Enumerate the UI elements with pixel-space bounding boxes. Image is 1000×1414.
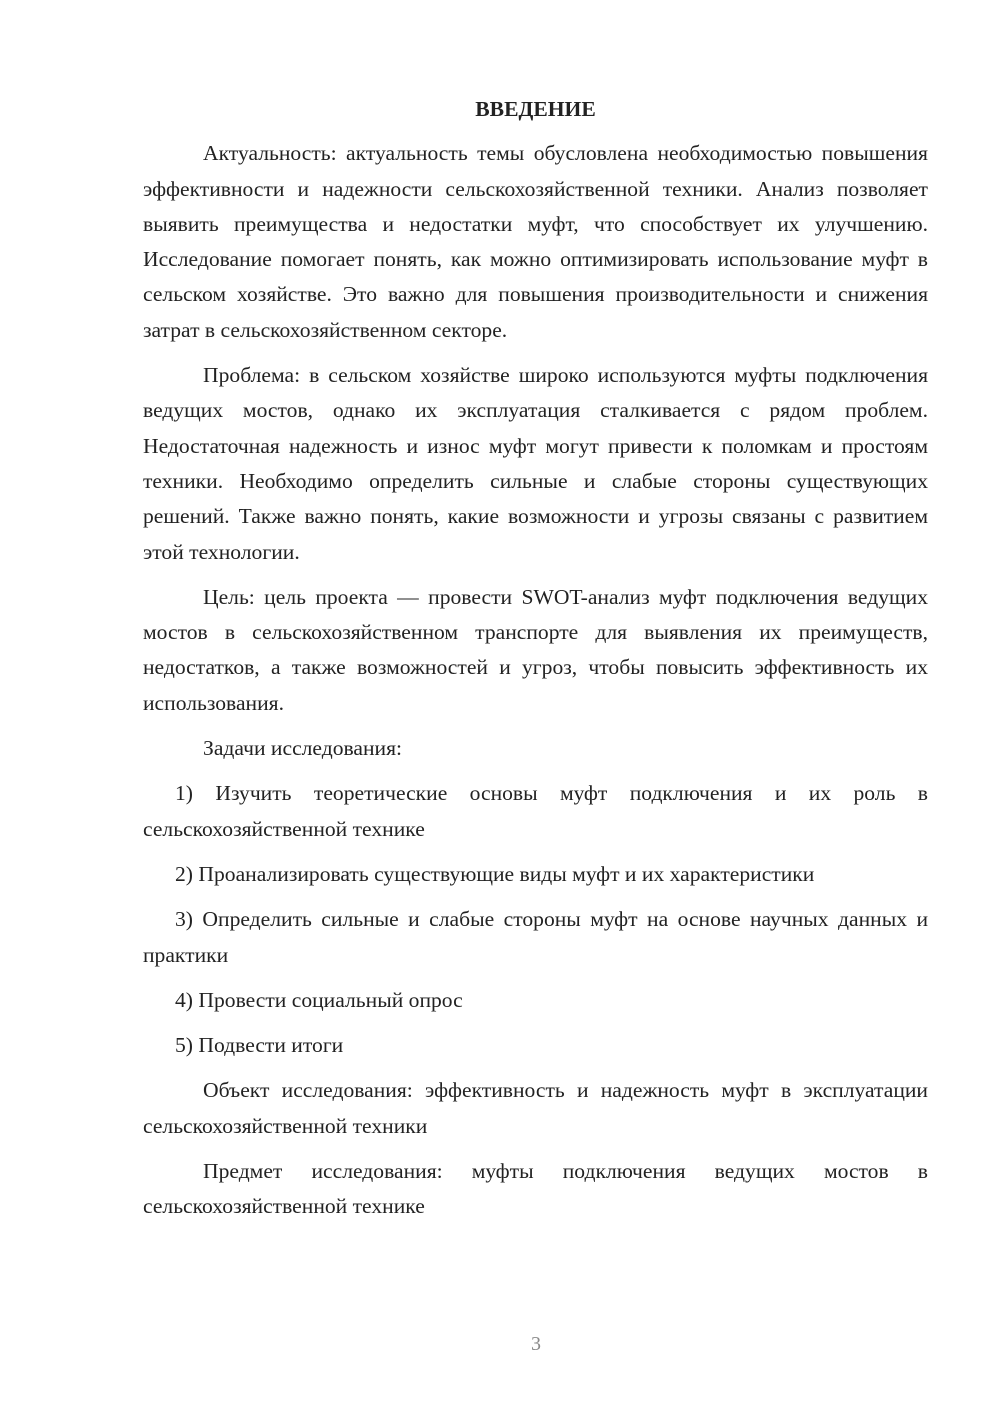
page-content (143, 92, 928, 1235)
paragraph-goal: Цель: цель проекта — провести SWOT-анализ муфт подключения ведущих мостов в сельскохозяйственном транспорте для выявления их преимуществ, недостатков, а также возможностей и угроз, чтобы повысить эффективность их использования. (143, 584, 928, 715)
list-item: 1) Изучить теоретические основы муфт подключения и их роль в сельскохозяйственной технике (143, 781, 928, 841)
list-item: 4) Провести социальный опрос (175, 987, 463, 1012)
paragraph-problem: Проблема: в сельском хозяйстве широко используются муфты подключения ведущих мостов, однако их эксплуатация сталкивается с рядом проблем. Недостаточная надежность и износ муфт могут привести к поломкам и простоям техники. Необходимо определить сильные и слабые стороны существующих решений. Также важно понять, какие возможности и угрозы связаны с развитием этой технологии. (143, 363, 928, 564)
list-item: 3) Определить сильные и слабые стороны муфт на основе научных данных и практики (143, 907, 928, 967)
list-item: 5) Подвести итоги (175, 1033, 344, 1058)
list-item: 2) Проанализировать существующие виды муфт и их характеристики (175, 861, 815, 886)
paragraph-subject: Предмет исследования: муфты подключения ведущих мостов в сельскохозяйственной технике (143, 1159, 928, 1219)
paragraph-tasks-intro: Задачи исследования: (203, 736, 403, 761)
paragraph-object: Объект исследования: эффективность и надежность муфт в эксплуатации сельскохозяйственной техники (143, 1078, 928, 1138)
page-number: 3 (531, 1333, 541, 1355)
paragraph-relevance: Актуальность: актуальность темы обусловлена необходимостью повышения эффективности и надежности сельскохозяйственной техники. Анализ позволяет выявить преимущества и недостатки муфт, что способствует их улучшению. Исследование помогает понять, как можно оптимизировать использование муфт в сельском хозяйстве. Это важно для повышения производительности и снижения затрат в сельскохозяйственном секторе. (143, 141, 928, 342)
tasks-list (143, 776, 928, 1063)
section-heading: ВВЕДЕНИЕ (475, 97, 596, 121)
